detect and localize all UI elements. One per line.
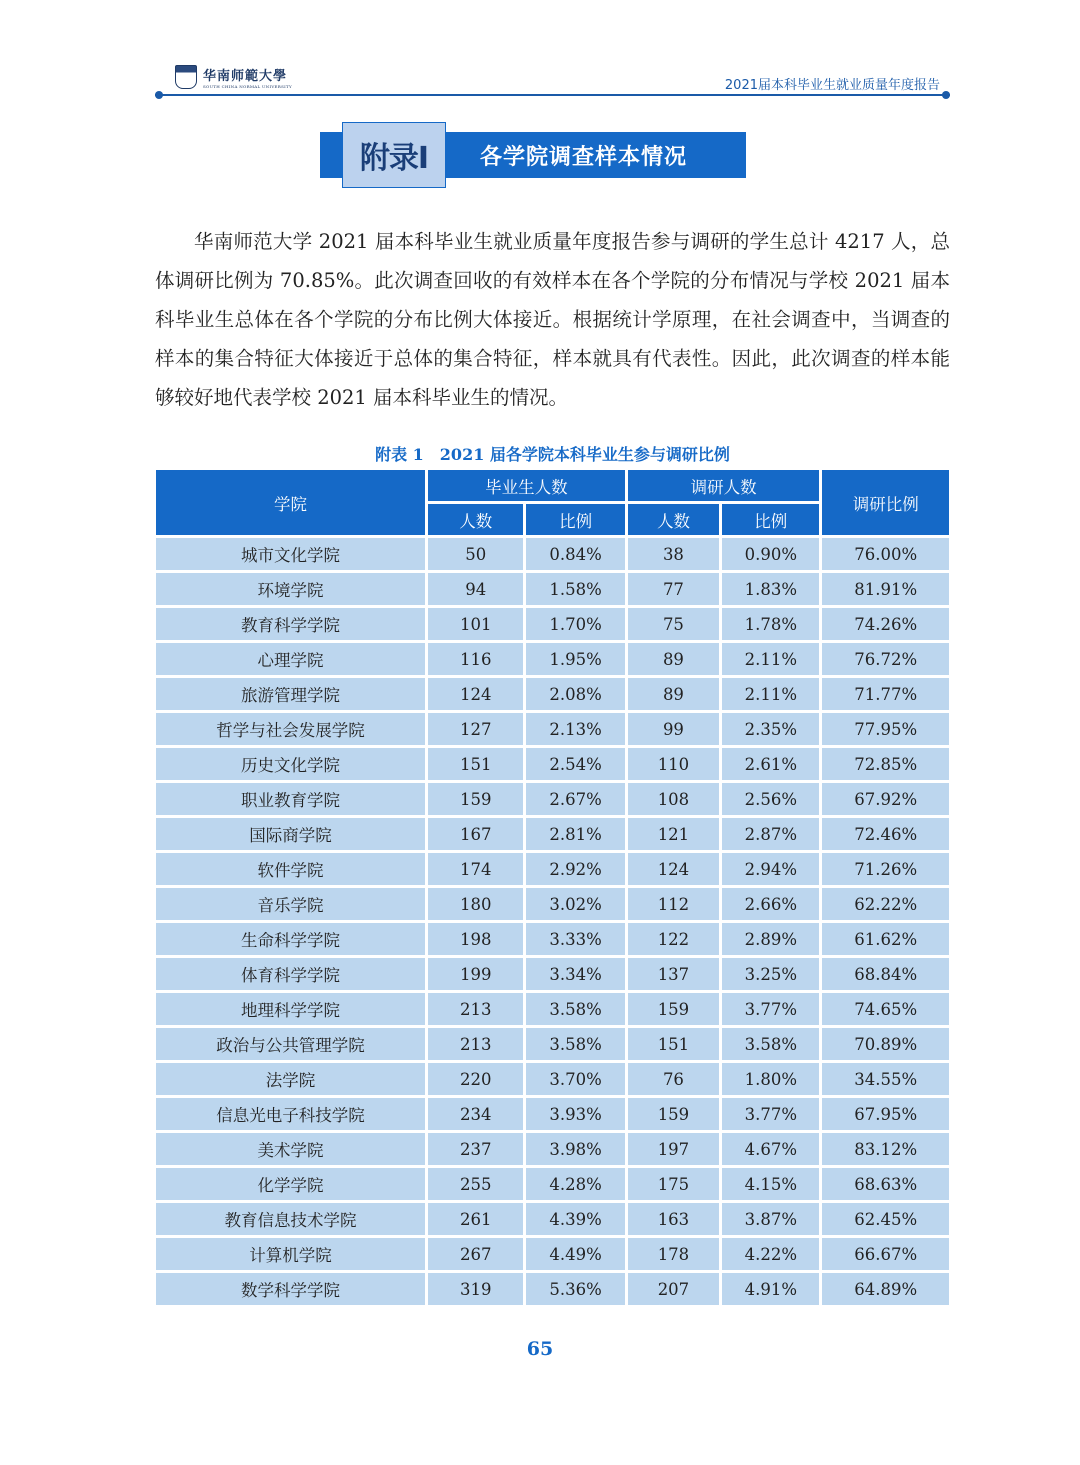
cell-graduates-count: 237 — [428, 1133, 523, 1165]
cell-graduates-share: 3.98% — [526, 1133, 624, 1165]
cell-graduates-share: 5.36% — [526, 1273, 624, 1305]
cell-graduates-share: 3.70% — [526, 1063, 624, 1095]
cell-surveyed-count: 89 — [628, 643, 719, 675]
cell-surveyed-count: 75 — [628, 608, 719, 640]
cell-graduates-share: 2.08% — [526, 678, 624, 710]
header-divider-left-dot — [155, 91, 163, 99]
cell-college-name: 化学学院 — [156, 1168, 425, 1200]
cell-college-name: 职业教育学院 — [156, 783, 425, 815]
table-row — [156, 608, 949, 640]
cell-survey-ratio: 34.55% — [822, 1063, 949, 1095]
cell-survey-ratio: 76.72% — [822, 643, 949, 675]
cell-survey-ratio: 68.84% — [822, 958, 949, 990]
cell-surveyed-share: 2.11% — [722, 678, 819, 710]
section-title: 各学院调查样本情况 — [480, 145, 688, 170]
cell-graduates-count: 94 — [428, 573, 523, 605]
cell-college-name: 信息光电子科技学院 — [156, 1098, 425, 1130]
cell-surveyed-count: 159 — [628, 1098, 719, 1130]
table-row — [156, 748, 949, 780]
cell-graduates-share: 2.13% — [526, 713, 624, 745]
cell-graduates-share: 2.92% — [526, 853, 624, 885]
header-surveyed: 调研人数 — [628, 470, 820, 501]
cell-surveyed-count: 112 — [628, 888, 719, 920]
header-divider-right-dot — [942, 91, 950, 99]
cell-surveyed-share: 1.83% — [722, 573, 819, 605]
cell-surveyed-share: 2.61% — [722, 748, 819, 780]
cell-survey-ratio: 62.45% — [822, 1203, 949, 1235]
cell-college-name: 历史文化学院 — [156, 748, 425, 780]
table-row — [156, 818, 949, 850]
cell-graduates-share: 4.39% — [526, 1203, 624, 1235]
cell-graduates-count: 101 — [428, 608, 523, 640]
cell-graduates-count: 159 — [428, 783, 523, 815]
cell-survey-ratio: 64.89% — [822, 1273, 949, 1305]
table-row — [156, 1028, 949, 1060]
cell-surveyed-share: 4.91% — [722, 1273, 819, 1305]
cell-survey-ratio: 71.77% — [822, 678, 949, 710]
cell-surveyed-share: 2.87% — [722, 818, 819, 850]
cell-graduates-count: 124 — [428, 678, 523, 710]
cell-surveyed-count: 137 — [628, 958, 719, 990]
cell-graduates-share: 0.84% — [526, 538, 624, 570]
cell-graduates-share: 2.67% — [526, 783, 624, 815]
cell-graduates-count: 213 — [428, 993, 523, 1025]
cell-surveyed-count: 175 — [628, 1168, 719, 1200]
cell-graduates-share: 3.58% — [526, 1028, 624, 1060]
cell-graduates-count: 198 — [428, 923, 523, 955]
cell-surveyed-share: 4.22% — [722, 1238, 819, 1270]
cell-graduates-count: 174 — [428, 853, 523, 885]
cell-surveyed-count: 76 — [628, 1063, 719, 1095]
cell-college-name: 地理科学学院 — [156, 993, 425, 1025]
cell-graduates-count: 180 — [428, 888, 523, 920]
cell-survey-ratio: 68.63% — [822, 1168, 949, 1200]
cell-college-name: 心理学院 — [156, 643, 425, 675]
cell-graduates-count: 199 — [428, 958, 523, 990]
cell-college-name: 法学院 — [156, 1063, 425, 1095]
cell-survey-ratio: 70.89% — [822, 1028, 949, 1060]
cell-surveyed-count: 124 — [628, 853, 719, 885]
cell-graduates-share: 3.58% — [526, 993, 624, 1025]
cell-survey-ratio: 72.85% — [822, 748, 949, 780]
cell-surveyed-count: 122 — [628, 923, 719, 955]
cell-graduates-share: 3.33% — [526, 923, 624, 955]
table-row — [156, 1273, 949, 1305]
cell-surveyed-share: 2.11% — [722, 643, 819, 675]
page-number: 65 — [526, 1338, 554, 1360]
cell-surveyed-count: 207 — [628, 1273, 719, 1305]
cell-graduates-share: 3.34% — [526, 958, 624, 990]
cell-surveyed-share: 2.56% — [722, 783, 819, 815]
header-graduates-share: 比例 — [526, 504, 624, 535]
table-row — [156, 958, 949, 990]
cell-survey-ratio: 71.26% — [822, 853, 949, 885]
logo-subtitle: SOUTH CHINA NORMAL UNIVERSITY — [203, 84, 292, 89]
cell-survey-ratio: 83.12% — [822, 1133, 949, 1165]
cell-college-name: 音乐学院 — [156, 888, 425, 920]
cell-survey-ratio: 81.91% — [822, 573, 949, 605]
cell-survey-ratio: 61.62% — [822, 923, 949, 955]
cell-graduates-count: 127 — [428, 713, 523, 745]
cell-college-name: 城市文化学院 — [156, 538, 425, 570]
cell-college-name: 教育科学学院 — [156, 608, 425, 640]
cell-surveyed-count: 99 — [628, 713, 719, 745]
report-title: 2021届本科毕业生就业质量年度报告 — [724, 78, 940, 93]
cell-surveyed-count: 77 — [628, 573, 719, 605]
cell-survey-ratio: 77.95% — [822, 713, 949, 745]
cell-survey-ratio: 74.65% — [822, 993, 949, 1025]
cell-surveyed-share: 3.58% — [722, 1028, 819, 1060]
cell-surveyed-count: 121 — [628, 818, 719, 850]
cell-graduates-count: 167 — [428, 818, 523, 850]
cell-surveyed-count: 163 — [628, 1203, 719, 1235]
cell-surveyed-share: 3.77% — [722, 993, 819, 1025]
table-row — [156, 573, 949, 605]
table-row — [156, 993, 949, 1025]
header-ratio: 调研比例 — [822, 470, 949, 535]
university-logo — [175, 65, 292, 89]
cell-surveyed-share: 2.35% — [722, 713, 819, 745]
table-row — [156, 538, 949, 570]
cell-graduates-count: 220 — [428, 1063, 523, 1095]
page-header — [155, 60, 950, 100]
cell-college-name: 生命科学学院 — [156, 923, 425, 955]
cell-graduates-share: 1.70% — [526, 608, 624, 640]
cell-surveyed-share: 2.66% — [722, 888, 819, 920]
table-row — [156, 1133, 949, 1165]
table-row — [156, 783, 949, 815]
cell-surveyed-count: 197 — [628, 1133, 719, 1165]
table-row — [156, 1063, 949, 1095]
cell-survey-ratio: 76.00% — [822, 538, 949, 570]
table-row — [156, 678, 949, 710]
cell-graduates-share: 1.58% — [526, 573, 624, 605]
cell-graduates-count: 50 — [428, 538, 523, 570]
cell-graduates-count: 234 — [428, 1098, 523, 1130]
cell-surveyed-count: 110 — [628, 748, 719, 780]
cell-graduates-share: 3.02% — [526, 888, 624, 920]
intro-paragraph: 华南师范大学 2021 届本科毕业生就业质量年度报告参与调研的学生总计 4217 人，总体调研比例为 70.85%。此次调查回收的有效样本在各个学院的分布情况与学校 2021 届本科毕业生总体在各个学院的分布比例大体接近。根据统计学原理，在社会调查中，当调查的样本的集合特征大体接近于总体的集合特征，样本就具有代表性。因此，此次调查的样本能够较好地代表学校 2021 届本科毕业生的情况。 — [155, 230, 950, 409]
cell-college-name: 体育科学学院 — [156, 958, 425, 990]
cell-survey-ratio: 74.26% — [822, 608, 949, 640]
cell-surveyed-count: 38 — [628, 538, 719, 570]
cell-surveyed-count: 178 — [628, 1238, 719, 1270]
banner-tag-box — [342, 122, 446, 188]
cell-college-name: 计算机学院 — [156, 1238, 425, 1270]
cell-graduates-share: 4.28% — [526, 1168, 624, 1200]
cell-survey-ratio: 72.46% — [822, 818, 949, 850]
cell-surveyed-share: 3.25% — [722, 958, 819, 990]
cell-surveyed-share: 4.15% — [722, 1168, 819, 1200]
header-college: 学院 — [156, 470, 425, 535]
cell-surveyed-share: 2.94% — [722, 853, 819, 885]
logo-text: 华南师範大學 — [203, 69, 288, 84]
cell-graduates-share: 3.93% — [526, 1098, 624, 1130]
header-graduates: 毕业生人数 — [428, 470, 625, 501]
cell-college-name: 教育信息技术学院 — [156, 1203, 425, 1235]
cell-surveyed-share: 2.89% — [722, 923, 819, 955]
cell-college-name: 国际商学院 — [156, 818, 425, 850]
table-row — [156, 1098, 949, 1130]
cell-surveyed-count: 159 — [628, 993, 719, 1025]
header-graduates-count: 人数 — [428, 504, 523, 535]
cell-graduates-count: 255 — [428, 1168, 523, 1200]
cell-graduates-count: 267 — [428, 1238, 523, 1270]
cell-surveyed-share: 1.80% — [722, 1063, 819, 1095]
table-row — [156, 853, 949, 885]
cell-college-name: 哲学与社会发展学院 — [156, 713, 425, 745]
banner-tag: 附录I — [359, 141, 429, 176]
table-body — [156, 538, 949, 1305]
cell-graduates-count: 116 — [428, 643, 523, 675]
cell-college-name: 政治与公共管理学院 — [156, 1028, 425, 1060]
table-row — [156, 1203, 949, 1235]
cell-college-name: 环境学院 — [156, 573, 425, 605]
table-row — [156, 923, 949, 955]
header-divider — [155, 94, 950, 96]
cell-surveyed-count: 89 — [628, 678, 719, 710]
cell-survey-ratio: 67.95% — [822, 1098, 949, 1130]
header-surveyed-count: 人数 — [628, 504, 719, 535]
cell-surveyed-share: 0.90% — [722, 538, 819, 570]
table-row — [156, 1168, 949, 1200]
cell-graduates-share: 4.49% — [526, 1238, 624, 1270]
college-survey-table — [153, 467, 952, 1308]
cell-surveyed-count: 108 — [628, 783, 719, 815]
section-banner — [320, 122, 746, 188]
cell-graduates-share: 1.95% — [526, 643, 624, 675]
cell-graduates-count: 151 — [428, 748, 523, 780]
cell-surveyed-share: 3.77% — [722, 1098, 819, 1130]
table-caption: 附表 1 2021 届各学院本科毕业生参与调研比例 — [375, 445, 730, 464]
cell-survey-ratio: 62.22% — [822, 888, 949, 920]
table-row — [156, 1238, 949, 1270]
cell-surveyed-share: 4.67% — [722, 1133, 819, 1165]
cell-graduates-count: 319 — [428, 1273, 523, 1305]
cell-college-name: 美术学院 — [156, 1133, 425, 1165]
university-crest-icon — [175, 65, 197, 89]
cell-survey-ratio: 67.92% — [822, 783, 949, 815]
cell-graduates-count: 213 — [428, 1028, 523, 1060]
table-row — [156, 888, 949, 920]
cell-surveyed-share: 1.78% — [722, 608, 819, 640]
cell-graduates-count: 261 — [428, 1203, 523, 1235]
cell-survey-ratio: 66.67% — [822, 1238, 949, 1270]
cell-college-name: 旅游管理学院 — [156, 678, 425, 710]
table-row — [156, 643, 949, 675]
cell-graduates-share: 2.81% — [526, 818, 624, 850]
cell-college-name: 软件学院 — [156, 853, 425, 885]
cell-graduates-share: 2.54% — [526, 748, 624, 780]
cell-college-name: 数学科学学院 — [156, 1273, 425, 1305]
cell-surveyed-count: 151 — [628, 1028, 719, 1060]
cell-surveyed-share: 3.87% — [722, 1203, 819, 1235]
table-row — [156, 713, 949, 745]
header-surveyed-share: 比例 — [722, 504, 819, 535]
